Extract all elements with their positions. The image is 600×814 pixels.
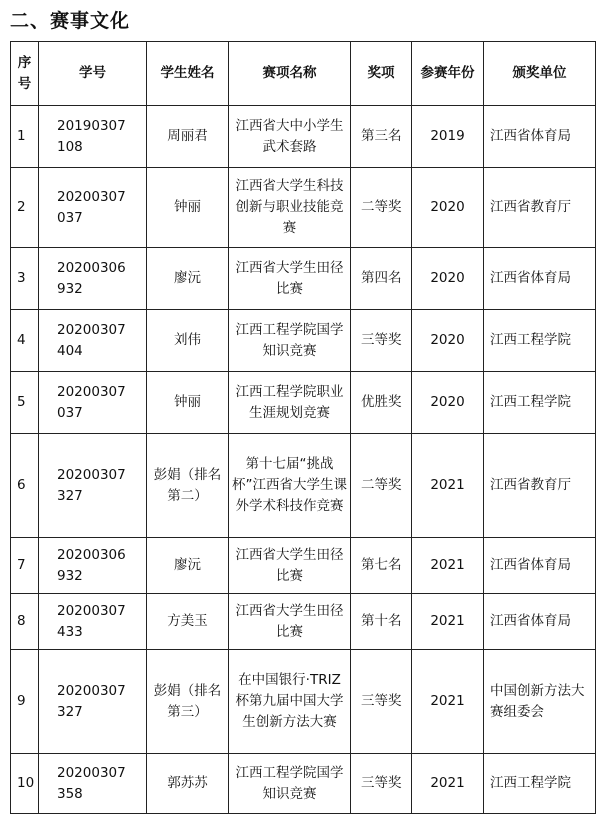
cell-year: 2020: [412, 248, 484, 310]
cell-year: 2020: [412, 372, 484, 434]
cell-award: 二等奖: [351, 434, 412, 538]
cell-student-id: 20200307037: [39, 372, 147, 434]
cell-name: 刘伟: [147, 310, 229, 372]
cell-year: 2021: [412, 650, 484, 754]
cell-seq: 10: [11, 754, 39, 814]
cell-student-id: 20200306932: [39, 538, 147, 594]
cell-issuer: 江西省体育局: [484, 538, 596, 594]
cell-name: 彭娟（排名第二）: [147, 434, 229, 538]
cell-event: 江西省大学生田径比赛: [229, 538, 351, 594]
cell-event: 江西工程学院国学知识竞赛: [229, 310, 351, 372]
cell-seq: 5: [11, 372, 39, 434]
table-row: [11, 754, 596, 814]
cell-student-id: 20200307327: [39, 434, 147, 538]
cell-seq: 4: [11, 310, 39, 372]
cell-name: 周丽君: [147, 106, 229, 168]
cell-name: 钟丽: [147, 372, 229, 434]
cell-issuer: 江西省体育局: [484, 594, 596, 650]
cell-event: 江西省大中小学生武术套路: [229, 106, 351, 168]
cell-year: 2020: [412, 310, 484, 372]
cell-award: 二等奖: [351, 168, 412, 248]
header-seq: 序号: [11, 42, 39, 106]
table-header-row: [11, 42, 596, 106]
awards-table: [10, 41, 596, 814]
section-title: 二、赛事文化: [10, 10, 131, 32]
cell-name: 廖沅: [147, 248, 229, 310]
cell-award: 第十名: [351, 594, 412, 650]
cell-name: 廖沅: [147, 538, 229, 594]
cell-event: 江西工程学院职业生涯规划竞赛: [229, 372, 351, 434]
header-event-name: 赛项名称: [229, 42, 351, 106]
table-row: [11, 168, 596, 248]
cell-seq: 7: [11, 538, 39, 594]
cell-award: 第七名: [351, 538, 412, 594]
cell-seq: 6: [11, 434, 39, 538]
cell-award: 第三名: [351, 106, 412, 168]
cell-issuer: 江西省体育局: [484, 248, 596, 310]
header-student-id: 学号: [39, 42, 147, 106]
cell-award: 三等奖: [351, 310, 412, 372]
cell-issuer: 江西省体育局: [484, 106, 596, 168]
header-issuer: 颁奖单位: [484, 42, 596, 106]
cell-student-id: 20200307433: [39, 594, 147, 650]
cell-issuer: 江西工程学院: [484, 754, 596, 814]
table-row: [11, 650, 596, 754]
table-row: [11, 434, 596, 538]
cell-seq: 9: [11, 650, 39, 754]
header-student-name: 学生姓名: [147, 42, 229, 106]
cell-event: 江西工程学院国学知识竞赛: [229, 754, 351, 814]
cell-year: 2020: [412, 168, 484, 248]
cell-name: 方美玉: [147, 594, 229, 650]
cell-issuer: 中国创新方法大赛组委会: [484, 650, 596, 754]
header-year: 参赛年份: [412, 42, 484, 106]
cell-award: 三等奖: [351, 650, 412, 754]
cell-year: 2019: [412, 106, 484, 168]
table-row: [11, 594, 596, 650]
cell-award: 优胜奖: [351, 372, 412, 434]
cell-issuer: 江西省教育厅: [484, 434, 596, 538]
cell-student-id: 20200307327: [39, 650, 147, 754]
cell-student-id: 20200307358: [39, 754, 147, 814]
cell-seq: 3: [11, 248, 39, 310]
cell-student-id: 20190307108: [39, 106, 147, 168]
table-row: [11, 310, 596, 372]
cell-student-id: 20200307404: [39, 310, 147, 372]
cell-award: 三等奖: [351, 754, 412, 814]
table-row: [11, 372, 596, 434]
cell-issuer: 江西工程学院: [484, 310, 596, 372]
cell-student-id: 20200307037: [39, 168, 147, 248]
cell-year: 2021: [412, 754, 484, 814]
cell-name: 钟丽: [147, 168, 229, 248]
cell-event: 江西省大学生田径比赛: [229, 594, 351, 650]
table-row: [11, 538, 596, 594]
cell-issuer: 江西省教育厅: [484, 168, 596, 248]
cell-year: 2021: [412, 434, 484, 538]
cell-name: 郭苏苏: [147, 754, 229, 814]
cell-event: 在中国银行·TRIZ杯第九届中国大学生创新方法大赛: [229, 650, 351, 754]
cell-event: 第十七届“挑战杯”江西省大学生课外学术科技作竞赛: [229, 434, 351, 538]
cell-award: 第四名: [351, 248, 412, 310]
cell-name: 彭娟（排名第三）: [147, 650, 229, 754]
table-row: [11, 248, 596, 310]
cell-event: 江西省大学生田径比赛: [229, 248, 351, 310]
cell-seq: 1: [11, 106, 39, 168]
cell-year: 2021: [412, 594, 484, 650]
cell-issuer: 江西工程学院: [484, 372, 596, 434]
cell-seq: 8: [11, 594, 39, 650]
cell-seq: 2: [11, 168, 39, 248]
table-row: [11, 106, 596, 168]
cell-student-id: 20200306932: [39, 248, 147, 310]
cell-event: 江西省大学生科技创新与职业技能竞赛: [229, 168, 351, 248]
cell-year: 2021: [412, 538, 484, 594]
header-award: 奖项: [351, 42, 412, 106]
